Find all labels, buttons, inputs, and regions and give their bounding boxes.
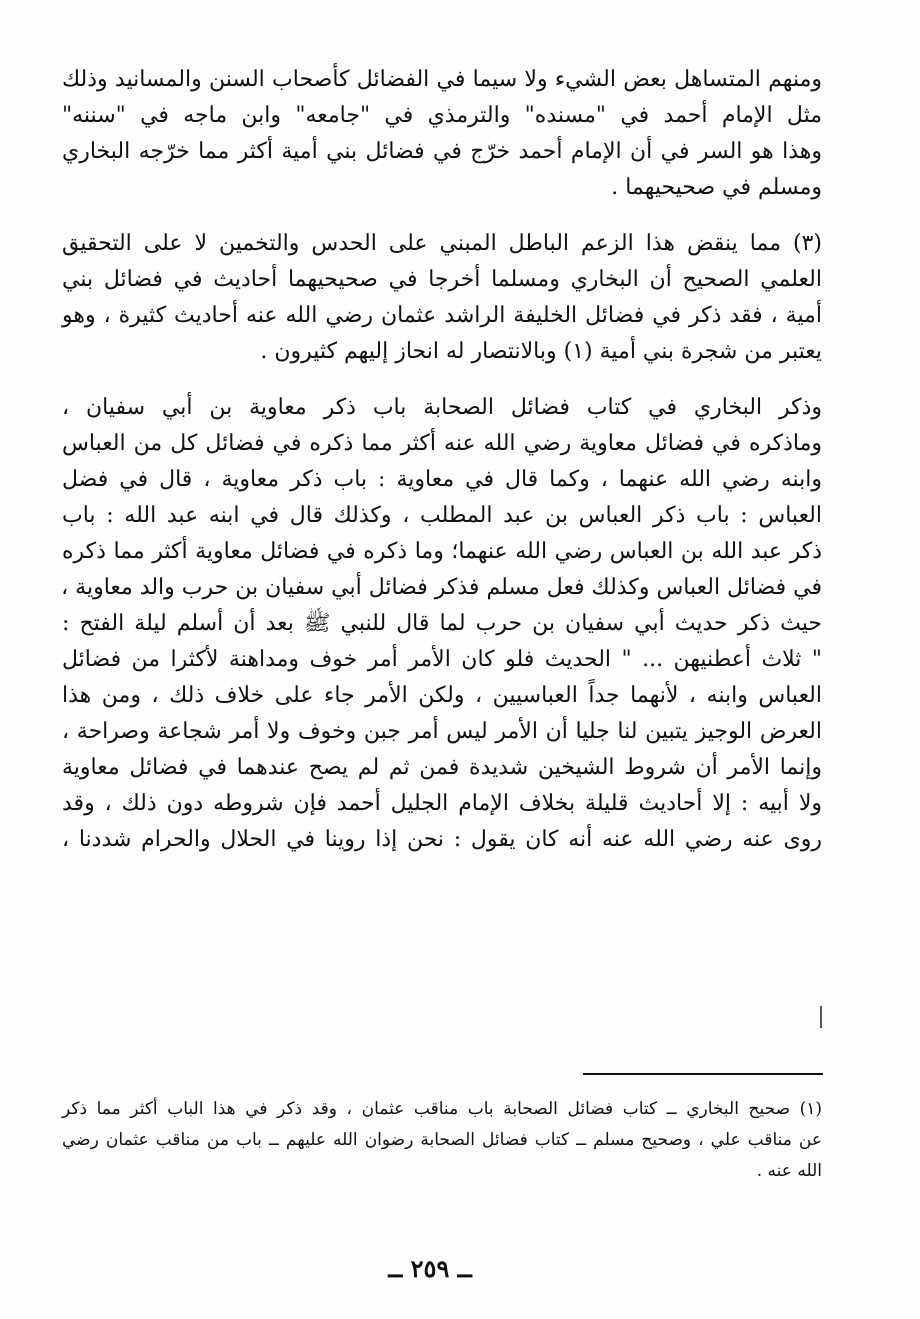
text-line: العرض الوجيز يتبين لنا جليا أن الأمر ليس أمر جبن وخوف ولا أمر شجاعة وصراحة ، xyxy=(62,719,822,744)
text-line: العلمي الصحيح أن البخاري ومسلما أخرجا في صحيحيهما أحاديث في فضائل بني xyxy=(62,267,822,292)
text-line: وإنما الأمر أن شروط الشيخين شديدة فمن ثم لم يصح عندهما في فضائل معاوية xyxy=(62,755,822,780)
paragraph-gap xyxy=(62,370,822,390)
text-line: أمية ، فقد ذكر في فضائل الخليفة الراشد عثمان رضي الله عنه أحاديث كثيرة ، وهو xyxy=(62,303,822,328)
text-line: مثل الإمام أحمد في "مسنده" والترمذي في "جامعه" وابن ماجه في "سننه" xyxy=(62,103,822,128)
text-line: يعتبر من شجرة بني أمية (١) وبالانتصار له انحاز إليهم كثيرون . xyxy=(260,339,822,364)
footnote-separator xyxy=(583,1073,823,1075)
text-line: (٣) مما ينقض هذا الزعم الباطل المبني على الحدس والتخمين لا على التحقيق xyxy=(62,231,822,256)
text-line: حيث ذكر حديث أبي سفيان بن حرب لما قال للنبي ﷺ بعد أن أسلم ليلة الفتح : xyxy=(62,611,822,636)
text-line: وماذكره في فضائل معاوية رضي الله عنه أكثر مما ذكره في فضائل كل من العباس xyxy=(62,431,822,456)
text-line: العباس وابنه ، لأنهما جداً العباسيين ، ولكن الأمر جاء على خلاف ذلك ، ومن هذا xyxy=(62,683,822,708)
footnote-line: (١) صحيح البخاري ــ كتاب فضائل الصحابة باب مناقب عثمان ، وقد ذكر في هذا الباب أكثر مما ذكر xyxy=(62,1099,822,1119)
text-line: العباس : باب ذكر العباس بن عبد المطلب ، وكذلك قال في ابنه عبد الله : باب xyxy=(62,503,822,528)
footnote-line: الله عنه . xyxy=(756,1161,822,1181)
paragraph xyxy=(62,62,822,206)
text-line: روى عنه رضي الله عنه أنه كان يقول : نحن إذا روينا في الحلال والحرام شددنا ، xyxy=(62,827,822,852)
footnotes xyxy=(62,1094,822,1187)
main-text xyxy=(62,62,822,858)
text-line: ولا أبيه : إلا أحاديث قليلة بخلاف الإمام الجليل أحمد فإن شروطه دون ذلك ، وقد xyxy=(62,791,822,816)
text-line: وذكر البخاري في كتاب فضائل الصحابة باب ذكر معاوية بن أبي سفيان ، xyxy=(62,395,822,420)
margin-mark xyxy=(820,1006,822,1028)
text-line: ذكر عبد الله بن العباس رضي الله عنهما؛ وما ذكره في فضائل معاوية أكثر مما ذكره xyxy=(62,539,822,564)
paragraph xyxy=(62,226,822,370)
text-line: في فضائل العباس وكذلك فعل مسلم فذكر فضائل أبي سفيان بن حرب والد معاوية ، xyxy=(61,575,822,600)
footnote-line: عن مناقب علي ، وصحيح مسلم ــ كتاب فضائل الصحابة رضوان الله عليهم ــ باب من مناقب عثمان رضي xyxy=(62,1130,822,1150)
paragraph-gap xyxy=(62,206,822,226)
text-line: ومنهم المتساهل بعض الشيء ولا سيما في الفضائل كأصحاب السنن والمسانيد وذلك xyxy=(62,67,822,92)
text-line: وهذا هو السر في أن الإمام أحمد خرّج في فضائل بني أمية أكثر مما خرّجه البخاري xyxy=(62,139,823,164)
text-line: وابنه رضي الله عنهما ، وكما قال في معاوية : باب ذكر معاوية ، قال في فضل xyxy=(62,467,822,492)
text-line: " ثلاث أعطنيهن ... " الحديث فلو كان الأمر أمر خوف ومداهنة لأكثرا من فضائل xyxy=(62,647,822,672)
paragraph xyxy=(62,390,822,858)
page-number: ــ ٢٥٩ ــ xyxy=(388,1254,472,1283)
text-line: ومسلم في صحيحيهما . xyxy=(611,175,822,200)
